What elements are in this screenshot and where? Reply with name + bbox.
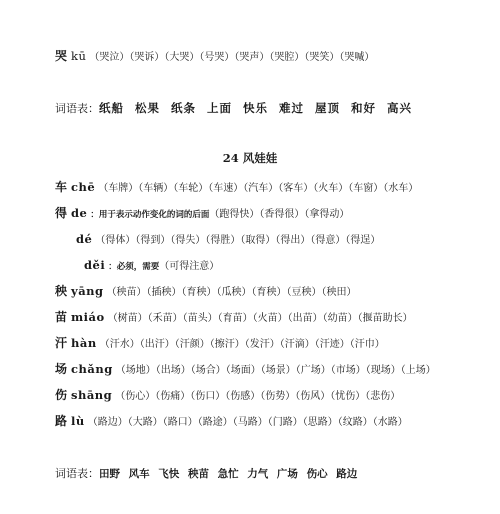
entry-pinyin: dé	[76, 232, 93, 246]
entry-row-miao	[55, 310, 413, 326]
entry-words: （路边）（大路）（路口）（路途）（马路）（门路）（思路）（纹路）（水路）	[87, 417, 408, 428]
entry-row-yang	[55, 284, 357, 300]
entry-note: ：必须，需要	[108, 262, 160, 272]
vocab-row-1	[55, 101, 412, 116]
entry-row-han	[55, 336, 385, 352]
entry-char: 哭	[55, 49, 68, 63]
entry-char: 苗	[55, 310, 68, 324]
entry-row-de2	[72, 232, 380, 248]
entry-words: （树苗）（禾苗）（苗头）（育苗）（火苗）（出苗）（幼苗）（揠苗助长）	[107, 313, 413, 324]
entry-row-shang	[55, 388, 400, 404]
vocab-label: 词语表：	[55, 467, 99, 480]
entry-char: 得	[55, 206, 68, 220]
entry-char: 路	[55, 414, 68, 428]
lesson-title: 24 风娃娃	[222, 151, 278, 165]
entry-char: 秧	[55, 284, 68, 298]
entry-note: ：用于表示动作变化的词的后面	[90, 210, 210, 220]
entry-words: （车牌）（车辆）（车轮）（车速）（汽车）（客车）（火车）（车窗）（水车）	[98, 183, 419, 194]
entry-char: 汗	[55, 336, 68, 350]
entry-row-chang	[55, 362, 436, 378]
entry-pinyin: yāng	[71, 284, 104, 298]
entry-words: （汗水）（出汗）（汗颜）（擦汗）（发汗）（汗滴）（汗迹）（汗巾）	[99, 339, 385, 350]
entry-words: （得体）（得到）（得失）（得胜）（取得）（得出）（得意）（得逞）	[95, 235, 381, 246]
entry-row-lu	[55, 414, 408, 430]
vocab-words: 纸船 松果 纸条 上面 快乐 难过 屋顶 和好 高兴	[99, 101, 413, 115]
entry-pinyin: chē	[71, 180, 96, 194]
entry-words: （哭泣）（哭诉）（大哭）（号哭）（哭声）（哭腔）（哭笑）（哭喊）	[89, 52, 375, 63]
entry-pinyin: kū	[71, 49, 87, 63]
entry-char: 车	[55, 180, 68, 194]
entry-pinyin: miáo	[71, 310, 105, 324]
entry-words: （跑得快）（香得很）（拿得动）	[209, 209, 350, 220]
entry-pinyin: hàn	[71, 336, 97, 350]
entry-pinyin: děi	[84, 258, 106, 272]
entry-pinyin: shāng	[71, 388, 113, 402]
entry-pinyin: de	[71, 206, 88, 220]
vocab-row-2	[55, 467, 357, 481]
entry-pinyin: lù	[71, 414, 85, 428]
entry-row-de	[55, 206, 349, 222]
entry-words: （可得注意）	[159, 261, 220, 272]
entry-words: （场地）（出场）（场合）（场面）（场景）（广场）（市场）（现场）（上场）	[115, 365, 436, 376]
entry-row-che	[55, 180, 418, 196]
entry-words: （秧苗）（插秧）（育秧）（瓜秧）（育秧）（豆秧）（秧田）	[106, 287, 357, 298]
entry-char: 伤	[55, 388, 68, 402]
entry-words: （伤心）（伤痛）（伤口）（伤感）（伤势）（伤风）（忧伤）（悲伤）	[115, 391, 401, 402]
entry-row-dei	[80, 258, 219, 274]
entry-pinyin: chǎng	[71, 362, 113, 376]
vocab-label: 词语表：	[55, 102, 99, 115]
vocab-words: 田野 风车 飞快 秧苗 急忙 力气 广场 伤心 路边	[99, 468, 358, 480]
entry-row-ku	[55, 49, 374, 65]
entry-char: 场	[55, 362, 68, 376]
